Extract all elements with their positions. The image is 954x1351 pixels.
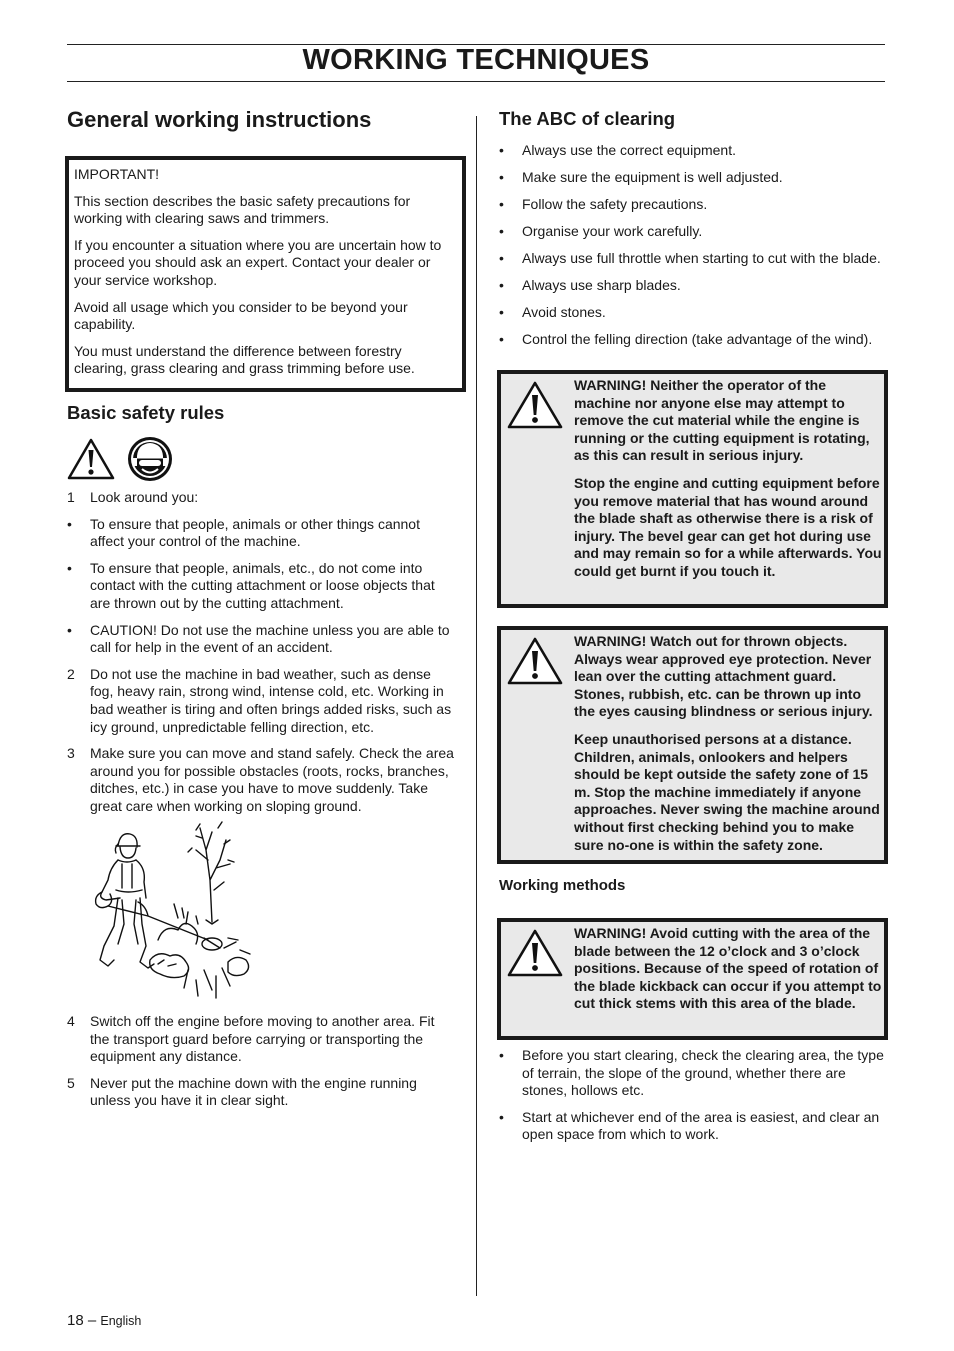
list-text: Control the felling direction (take advantage of the wind).	[522, 330, 873, 347]
bullet: •	[499, 222, 504, 239]
list-text: To ensure that people, animals or other things cannot affect your control of the machine.	[90, 515, 420, 550]
list-marker: 2	[67, 665, 75, 682]
warning-text: Keep unauthorised persons at a distance. Children, animals, onlookers and helpers should be kept outside the safety zone of 15 m. Stop the machine immediately if anyone approaches. Never swing the machine around without first checking behind you to make sure no-one is within the safety zone.	[574, 730, 880, 853]
safety-heading: Basic safety rules	[67, 402, 225, 423]
important-paragraph: You must understand the difference between forestry clearing, grass clearing and grass trimming before use.	[74, 342, 415, 377]
safety-rules-list	[67, 489, 454, 816]
list-item	[67, 1075, 454, 1110]
warning-box	[497, 370, 888, 608]
list-item	[499, 223, 889, 241]
warning-text: WARNING! Avoid cutting with the area of the blade between the 12 o’clock and 3 o’clock positions. Because of the speed of rotation of the blade kickback can occur if you attempt to cut thick stems with this area of the blade.	[574, 925, 882, 1012]
header-bottom-rule	[67, 81, 885, 82]
list-marker: 5	[67, 1074, 75, 1091]
warning-box	[497, 918, 888, 1040]
page-number: 18 –	[67, 1312, 97, 1329]
column-divider	[476, 116, 477, 1296]
list-marker: •	[67, 621, 72, 638]
list-item	[67, 1013, 454, 1066]
list-text: Always use sharp blades.	[522, 276, 681, 293]
list-item	[499, 169, 889, 187]
bullet: •	[499, 276, 504, 293]
bullet: •	[499, 330, 504, 347]
warning-triangle-icon	[67, 437, 115, 481]
list-item	[67, 745, 454, 815]
list-item	[67, 666, 454, 736]
list-text: Always use the correct equipment.	[522, 142, 736, 158]
important-paragraph: This section describes the basic safety precautions for working with clearing saws and trimmers.	[74, 192, 411, 227]
warning-box	[497, 626, 888, 864]
warning-triangle-icon	[507, 636, 563, 686]
list-item	[499, 331, 889, 349]
list-item	[499, 196, 889, 214]
abc-heading: The ABC of clearing	[499, 108, 676, 129]
list-text: Make sure you can move and stand safely. Check the area around you for possible obstacles (roots, rocks, branches, ditches, etc.) in case you have to move suddenly. Take great care when working on sloping ground.	[90, 745, 454, 814]
protective-equipment-icon	[127, 436, 173, 482]
list-text: Make sure the equipment is well adjusted.	[522, 168, 783, 185]
list-marker: 4	[67, 1013, 75, 1029]
list-item	[67, 516, 454, 551]
important-paragraph: If you encounter a situation where you are uncertain how to proceed you should ask an expert. Contact your dealer or your service workshop.	[74, 236, 442, 288]
bullet: •	[499, 1108, 504, 1125]
list-text: Follow the safety precautions.	[522, 195, 708, 212]
list-item	[67, 622, 454, 657]
bullet: •	[499, 168, 504, 185]
warning-text: Stop the engine and cutting equipment before you remove material that has wound around the blade shaft as otherwise there is a risk of injury. The bevel gear can get hot during use and may remain so for a while afterwards. You could get burnt if you touch it.	[574, 474, 882, 579]
list-item	[67, 489, 454, 507]
warning-text: WARNING! Watch out for thrown objects. Always wear approved eye protection. Never lean over the cutting attachment guard. Stones, rubbish, etc. can be thrown up into the eyes causing blindness or serious injury.	[574, 633, 873, 720]
list-text: Avoid stones.	[522, 303, 606, 320]
list-marker: •	[67, 559, 72, 576]
page-footer	[67, 1312, 141, 1329]
list-text: Always use full throttle when starting to cut with the blade.	[522, 249, 881, 266]
list-item	[499, 1047, 887, 1100]
warning-triangle-icon	[507, 928, 563, 978]
list-text: CAUTION! Do not use the machine unless you are able to call for help in the event of an accident.	[90, 621, 450, 656]
bullet: •	[499, 195, 504, 212]
list-marker: •	[67, 515, 72, 532]
important-paragraph: Avoid all usage which you consider to be beyond your capability.	[74, 298, 408, 333]
important-box	[65, 156, 466, 392]
list-text: Start at whichever end of the area is easiest, and clear an open space from which to work.	[522, 1108, 880, 1143]
list-marker: 1	[67, 489, 75, 505]
working-methods-list	[499, 1047, 887, 1144]
list-text: Look around you:	[90, 489, 199, 505]
page-title: WORKING TECHNIQUES	[302, 44, 650, 76]
list-text: Switch off the engine before moving to another area. Fit the transport guard before carrying or transporting the equipment any distance.	[90, 1013, 435, 1065]
warning-text: WARNING! Neither the operator of the machine nor anyone else may attempt to remove the cut material while the engine is running or the cutting equipment is rotating, as this can result in serious injury.	[574, 377, 870, 464]
bullet: •	[499, 1047, 504, 1063]
list-item	[499, 250, 889, 268]
operator-clearing-illustration	[88, 820, 258, 1002]
important-label: IMPORTANT!	[74, 166, 160, 182]
bullet: •	[499, 249, 504, 266]
list-text: Organise your work carefully.	[522, 222, 703, 239]
list-item	[67, 560, 454, 613]
list-item	[499, 142, 889, 160]
list-item	[499, 304, 889, 322]
bullet: •	[499, 303, 504, 320]
footer-language: English	[100, 1314, 142, 1328]
list-item	[499, 277, 889, 295]
working-methods-heading: Working methods	[499, 877, 626, 894]
section-heading: General working instructions	[67, 107, 372, 132]
list-text: Before you start clearing, check the clearing area, the type of terrain, the slope of the ground, whether there are stones, hollows etc.	[522, 1047, 884, 1099]
bullet: •	[499, 142, 504, 158]
abc-list	[499, 142, 889, 348]
list-text: To ensure that people, animals, etc., do not come into contact with the cutting attachment or loose objects that are thrown out by the cutting attachment.	[90, 559, 435, 611]
safety-rules-list-continued	[67, 1013, 454, 1110]
warning-triangle-icon	[507, 380, 563, 430]
list-item	[499, 1109, 887, 1144]
list-text: Never put the machine down with the engine running unless you have it in clear sight.	[90, 1074, 417, 1109]
list-text: Do not use the machine in bad weather, such as dense fog, heavy rain, strong wind, intense cold, etc. Working in bad weather is tiring and often brings added risks, such as icy ground, unpredictable felling direction, etc.	[90, 665, 452, 735]
list-marker: 3	[67, 745, 75, 762]
